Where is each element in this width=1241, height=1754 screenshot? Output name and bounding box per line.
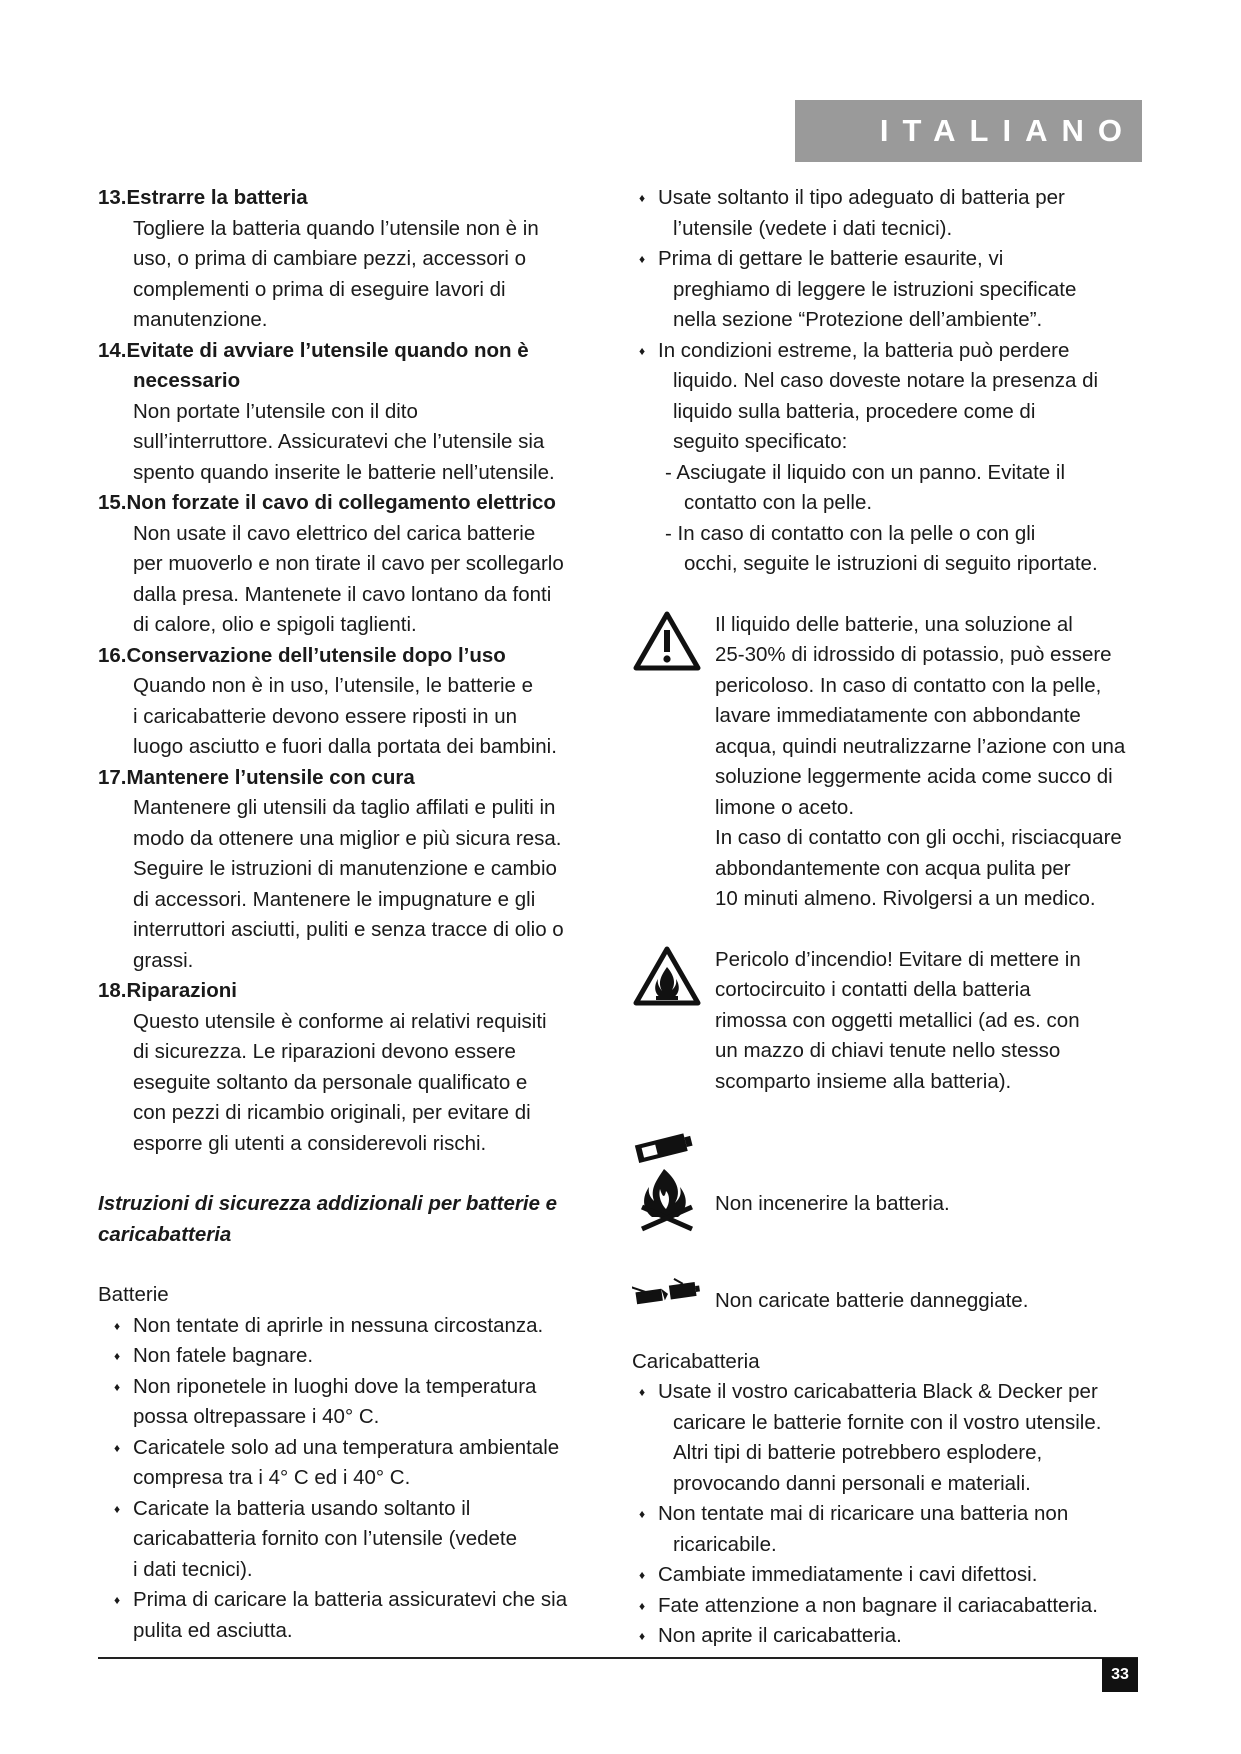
battery-liquid-warning bbox=[632, 610, 1144, 915]
list-item: ♦ Prima di caricare la batteria assicuratevi che sia pulita ed asciutta. bbox=[114, 1585, 610, 1646]
body-line: uso, o prima di cambiare pezzi, accessori o bbox=[133, 247, 527, 270]
warning-line: soluzione leggermente acida come succo di bbox=[715, 765, 1113, 788]
item-body bbox=[98, 671, 610, 763]
list-item: ♦ Non tentate mai di ricaricare una batteria non ricaricabile. bbox=[639, 1499, 1144, 1560]
list-item: ♦ Fate attenzione a non bagnare il cariacabatteria. bbox=[639, 1591, 1144, 1622]
heading-line: caricabatteria bbox=[98, 1222, 232, 1246]
item-body bbox=[98, 793, 610, 976]
body-line: di calore, olio e spigoli taglienti. bbox=[133, 613, 417, 636]
no-incinerate-notice bbox=[632, 1159, 1144, 1251]
warning-line: 25-30% di idrossido di potassio, può essere bbox=[715, 643, 1112, 666]
item-body bbox=[98, 397, 610, 489]
body-line: di accessori. Mantenere le impugnature e gli bbox=[133, 887, 536, 911]
language-tab: ITALIANO bbox=[795, 100, 1142, 162]
fire-hazard-icon bbox=[632, 945, 702, 1007]
warning-line: limone o aceto. bbox=[715, 795, 855, 819]
warning-line: Pericolo d’incendio! Evitare di mettere in bbox=[715, 947, 1081, 971]
item-title: 16.Conservazione dell’utensile dopo l’uso bbox=[98, 643, 506, 667]
footer-rule bbox=[98, 1657, 1138, 1659]
body-line: sull’interruttore. Assicuratevi che l’utensile sia bbox=[133, 430, 545, 453]
safety-item-15 bbox=[98, 488, 610, 641]
warning-line: un mazzo di chiavi tenute nello stesso bbox=[715, 1039, 1061, 1062]
list-item: ♦ Cambiate immediatamente i cavi difettosi. bbox=[639, 1560, 1144, 1591]
body-line: complementi o prima di eseguire lavori di bbox=[133, 277, 506, 301]
fire-hazard-warning bbox=[632, 945, 1144, 1098]
list-item: ♦ Usate il vostro caricabatteria Black & Decker per caricare le batterie fornite con il vostro utensile. Altri tipi di batterie potrebbero esplodere, provocando danni personali e materiali. bbox=[639, 1377, 1144, 1499]
charger-list bbox=[632, 1377, 1144, 1652]
body-line: manutenzione. bbox=[133, 308, 268, 331]
item-body bbox=[98, 214, 610, 336]
warning-line: In caso di contatto con gli occhi, risciacquare bbox=[715, 826, 1122, 849]
safety-item-17 bbox=[98, 763, 610, 977]
body-line: di sicurezza. Le riparazioni devono essere bbox=[133, 1040, 516, 1063]
warning-line: abbondantemente con acqua pulita per bbox=[715, 856, 1071, 880]
body-line: Seguire le istruzioni di manutenzione e cambio bbox=[133, 857, 557, 880]
warning-line: scomparto insieme alla batteria). bbox=[715, 1069, 1012, 1093]
dash-item: - In caso di contatto con la pelle o con gli occhi, seguite le istruzioni di seguito riportate. bbox=[665, 521, 1098, 575]
page-number: 33 bbox=[1102, 1658, 1138, 1692]
no-charge-damaged-notice bbox=[632, 1286, 1144, 1317]
body-line: esporre gli utenti a considerevoli rischi. bbox=[133, 1131, 487, 1155]
item-title: 14.Evitate di avviare l’utensile quando non è bbox=[98, 338, 529, 362]
body-line: Non usate il cavo elettrico del carica batterie bbox=[133, 521, 536, 545]
safety-item-13 bbox=[98, 183, 610, 336]
batteries-list bbox=[98, 1311, 610, 1647]
list-item: ♦ Non fatele bagnare. bbox=[114, 1341, 610, 1372]
list-item: ♦ Caricate la batteria usando soltanto il caricabatteria fornito con l’utensile (vedete i dati tecnici). bbox=[114, 1494, 610, 1586]
item-title-cont: necessario bbox=[133, 369, 241, 392]
item-body bbox=[98, 519, 610, 641]
dash-list bbox=[632, 458, 1144, 580]
body-line: modo da ottenere una miglior e più sicura resa. bbox=[133, 826, 562, 850]
body-line: con pezzi di ricambio originali, per evitare di bbox=[133, 1101, 531, 1124]
body-line: Mantenere gli utensili da taglio affilati e puliti in bbox=[133, 796, 556, 819]
list-item: ♦ Non aprite il caricabatteria. bbox=[639, 1621, 1144, 1652]
item-body bbox=[98, 1007, 610, 1160]
warning-line: rimossa con oggetti metallici (ad es. con bbox=[715, 1008, 1080, 1032]
warning-line: acqua, quindi neutralizzarne l’azione con una bbox=[715, 734, 1126, 758]
body-line: dalla presa. Mantenete il cavo lontano da fonti bbox=[133, 582, 552, 606]
battery-bullets-top bbox=[632, 183, 1144, 458]
item-title: 13.Estrarre la batteria bbox=[98, 186, 308, 209]
warning-line: 10 minuti almeno. Rivolgersi a un medico. bbox=[715, 887, 1096, 910]
body-line: Quando non è in uso, l’utensile, le batterie e bbox=[133, 674, 534, 697]
warning-line: Il liquido delle batterie, una soluzione al bbox=[715, 612, 1073, 636]
safety-item-14 bbox=[98, 336, 610, 489]
notice-text: Non caricate batterie danneggiate. bbox=[715, 1289, 1029, 1312]
list-item: ♦ Usate soltanto il tipo adeguato di batteria per l’utensile (vedete i dati tecnici). bbox=[639, 183, 1144, 244]
list-item: ♦ Caricatele solo ad una temperatura ambientale compresa tra i 4° C ed i 40° C. bbox=[114, 1433, 610, 1494]
warning-triangle-icon bbox=[632, 610, 702, 672]
warning-line: pericoloso. In caso di contatto con la pelle, bbox=[715, 673, 1102, 697]
safety-item-16 bbox=[98, 641, 610, 763]
body-line: Questo utensile è conforme ai relativi requisiti bbox=[133, 1009, 547, 1033]
item-title: 18.Riparazioni bbox=[98, 979, 237, 1002]
body-line: luogo asciutto e fuori dalla portata dei bambini. bbox=[133, 735, 557, 758]
right-column bbox=[632, 183, 1144, 1652]
no-incinerate-icon bbox=[632, 1129, 702, 1239]
body-line: Togliere la batteria quando l’utensile non è in bbox=[133, 216, 539, 240]
warning-line: lavare immediatamente con abbondante bbox=[715, 704, 1081, 727]
item-title: 15.Non forzate il cavo di collegamento elettrico bbox=[98, 491, 556, 514]
dash-item: - Asciugate il liquido con un panno. Evitate il contatto con la pelle. bbox=[665, 460, 1066, 514]
list-item: ♦ In condizioni estreme, la batteria può perdere liquido. Nel caso doveste notare la presenza di liquido sulla batteria, procedere come di seguito specificato: bbox=[639, 336, 1144, 458]
damaged-battery-icon bbox=[632, 1276, 702, 1312]
body-line: per muoverlo e non tirate il cavo per scollegarlo bbox=[133, 552, 564, 575]
body-line: i caricabatterie devono essere riposti in un bbox=[133, 704, 518, 728]
notice-text: Non incenerire la batteria. bbox=[715, 1192, 950, 1215]
safety-item-18 bbox=[98, 976, 610, 1159]
body-line: spento quando inserite le batterie nell’utensile. bbox=[133, 460, 555, 484]
list-item: ♦ Prima di gettare le batterie esaurite, vi preghiamo di leggere le istruzioni specificate nella sezione “Protezione dell’ambiente”. bbox=[639, 244, 1144, 336]
item-title: 17.Mantenere l’utensile con cura bbox=[98, 765, 415, 789]
left-column bbox=[98, 183, 610, 1646]
list-item: ♦ Non tentate di aprirle in nessuna circostanza. bbox=[114, 1311, 610, 1342]
additional-safety-heading bbox=[98, 1189, 610, 1250]
batteries-heading: Batterie bbox=[98, 1283, 169, 1306]
warning-line: cortocircuito i contatti della batteria bbox=[715, 978, 1031, 1001]
list-item: ♦ Non riponetele in luoghi dove la temperatura possa oltrepassare i 40° C. bbox=[114, 1372, 610, 1433]
body-line: interruttori asciutti, puliti e senza tracce di olio o bbox=[133, 918, 564, 941]
body-line: Non portate l’utensile con il dito bbox=[133, 399, 418, 423]
heading-line: Istruzioni di sicurezza addizionali per batterie e bbox=[98, 1192, 558, 1215]
body-line: grassi. bbox=[133, 948, 194, 972]
body-line: eseguite soltanto da personale qualificato e bbox=[133, 1070, 528, 1094]
charger-heading: Caricabatteria bbox=[632, 1349, 760, 1373]
